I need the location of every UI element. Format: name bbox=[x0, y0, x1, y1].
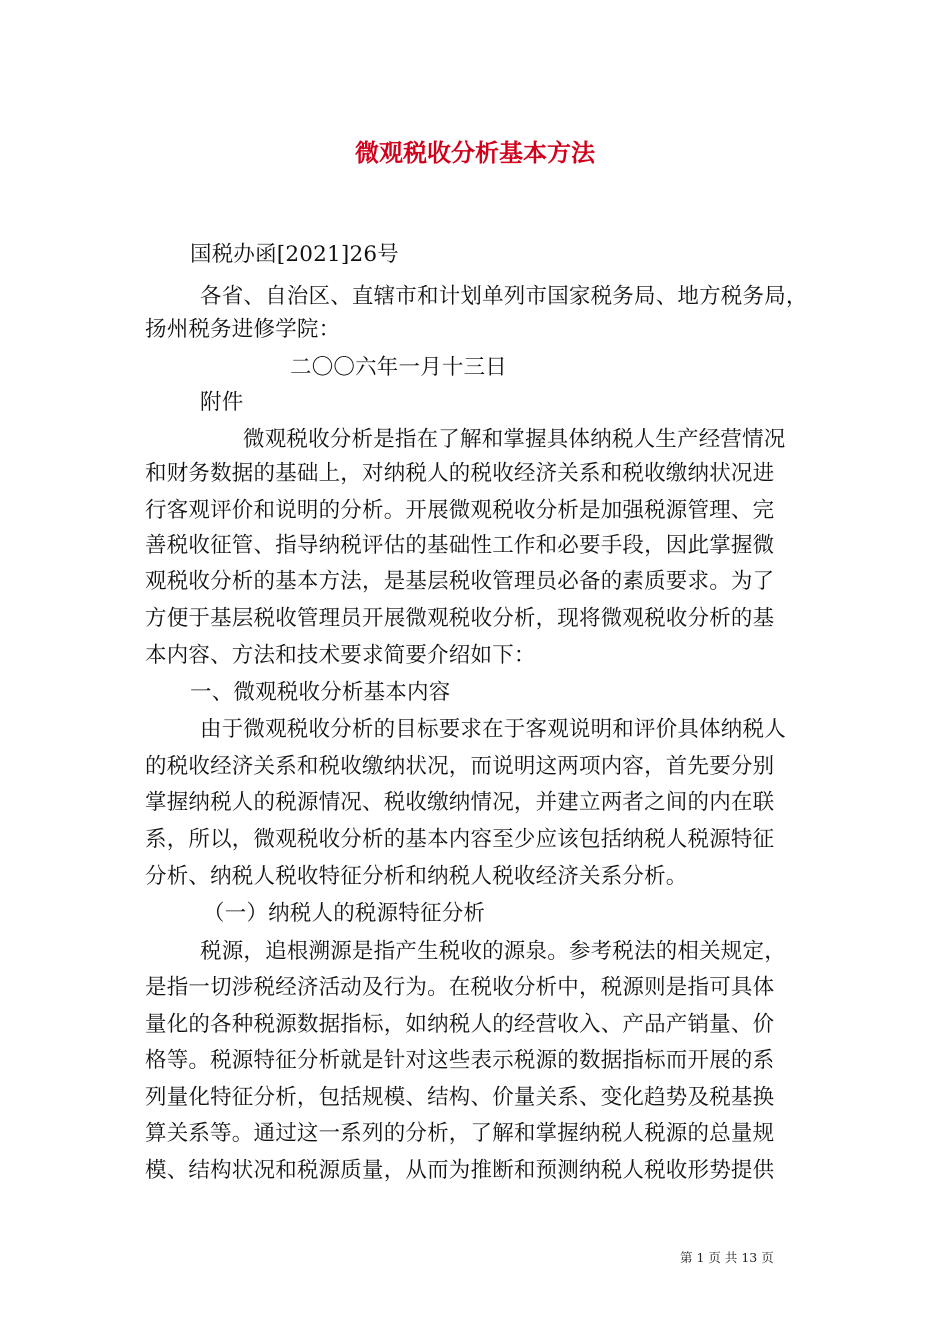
paragraph-line: 量化的各种税源数据指标，如纳税人的经营收入、产品产销量、价 bbox=[145, 1012, 775, 1037]
paragraph-line: 算关系等。通过这一系列的分析，了解和掌握纳税人税源的总量规 bbox=[145, 1121, 775, 1146]
paragraph-line: 本内容、方法和技术要求简要介绍如下： bbox=[145, 643, 536, 668]
paragraph-line: 分析、纳税人税收特征分析和纳税人税收经济关系分析。 bbox=[145, 864, 688, 889]
paragraph-line: 列量化特征分析，包括规模、结构、价量关系、变化趋势及税基换 bbox=[145, 1085, 775, 1110]
paragraph-line: 善税收征管、指导纳税评估的基础性工作和必要手段，因此掌握微 bbox=[145, 533, 775, 558]
paragraph-line: 观税收分析的基本方法，是基层税收管理员必备的素质要求。为了 bbox=[145, 569, 775, 594]
paragraph-line: 模、结构状况和税源质量，从而为推断和预测纳税人税收形势提供 bbox=[145, 1158, 775, 1183]
paragraph-line: 和财务数据的基础上，对纳税人的税收经济关系和税收缴纳状况进 bbox=[145, 461, 775, 486]
document-title: 微观税收分析基本方法 bbox=[355, 138, 595, 167]
addressee-line: 各省、自治区、直辖市和计划单列市国家税务局、地方税务局， bbox=[200, 284, 808, 309]
section-heading: 一、微观税收分析基本内容 bbox=[190, 680, 451, 705]
addressee-line: 扬州税务进修学院： bbox=[145, 317, 341, 342]
paragraph-line: 掌握纳税人的税源情况、税收缴纳情况，并建立两者之间的内在联 bbox=[145, 790, 775, 815]
paragraph-line: 的税收经济关系和税收缴纳状况，而说明这两项内容，首先要分别 bbox=[145, 754, 775, 779]
attachment-label: 附件 bbox=[200, 390, 244, 415]
date-line: 二〇〇六年一月十三日 bbox=[290, 355, 508, 380]
page-footer: 第 1 页 共 13 页 bbox=[680, 1250, 774, 1265]
paragraph-line: 系，所以，微观税收分析的基本内容至少应该包括纳税人税源特征 bbox=[145, 827, 775, 852]
paragraph-line: 是指一切涉税经济活动及行为。在税收分析中，税源则是指可具体 bbox=[145, 975, 775, 1000]
paragraph-line: 税源，追根溯源是指产生税收的源泉。参考税法的相关规定， bbox=[200, 939, 786, 964]
paragraph-line: 方便于基层税收管理员开展微观税收分析，现将微观税收分析的基 bbox=[145, 606, 775, 631]
doc-number: 国税办函[2021]26号 bbox=[190, 242, 399, 267]
paragraph-line: 行客观评价和说明的分析。开展微观税收分析是加强税源管理、完 bbox=[145, 498, 775, 523]
paragraph-line: 微观税收分析是指在了解和掌握具体纳税人生产经营情况 bbox=[243, 427, 786, 452]
subsection-heading: （一）纳税人的税源特征分析 bbox=[203, 901, 486, 926]
paragraph-line: 由于微观税收分析的目标要求在于客观说明和评价具体纳税人 bbox=[200, 717, 786, 742]
paragraph-line: 格等。税源特征分析就是针对这些表示税源的数据指标而开展的系 bbox=[145, 1048, 775, 1073]
